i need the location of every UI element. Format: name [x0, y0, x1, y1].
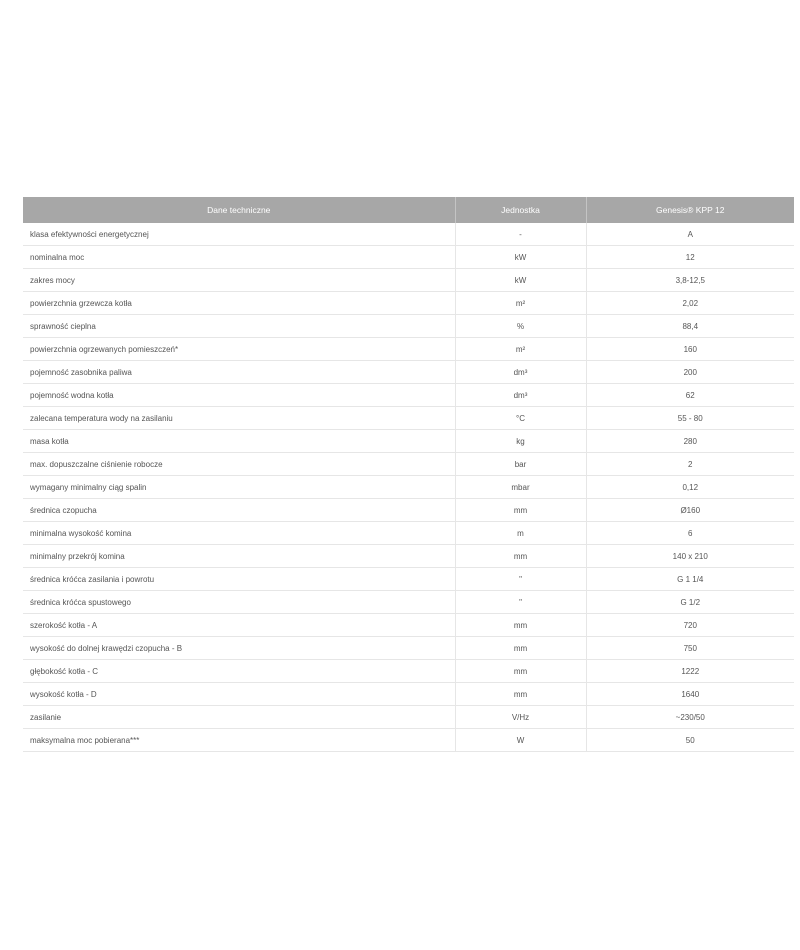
unit-cell: kW [455, 269, 586, 292]
value-cell: 140 x 210 [586, 545, 794, 568]
header-unit: Jednostka [455, 197, 586, 223]
parameter-cell: zakres mocy [23, 269, 455, 292]
table-row [23, 683, 794, 706]
parameter-cell: maksymalna moc pobierana*** [23, 729, 455, 752]
table-row [23, 660, 794, 683]
parameter-cell: wysokość kotła - D [23, 683, 455, 706]
unit-cell: dm³ [455, 361, 586, 384]
parameter-cell: szerokość kotła - A [23, 614, 455, 637]
parameter-cell: masa kotła [23, 430, 455, 453]
value-cell: 3,8-12,5 [586, 269, 794, 292]
table-row [23, 338, 794, 361]
unit-cell: kW [455, 246, 586, 269]
parameter-cell: średnica króćca zasilania i powrotu [23, 568, 455, 591]
table-row [23, 361, 794, 384]
unit-cell: " [455, 591, 586, 614]
value-cell: 55 - 80 [586, 407, 794, 430]
unit-cell: bar [455, 453, 586, 476]
value-cell: 280 [586, 430, 794, 453]
value-cell: G 1 1/4 [586, 568, 794, 591]
unit-cell: mm [455, 637, 586, 660]
value-cell: 750 [586, 637, 794, 660]
table-row [23, 453, 794, 476]
value-cell: 200 [586, 361, 794, 384]
table-row [23, 706, 794, 729]
parameter-cell: średnica czopucha [23, 499, 455, 522]
value-cell: 1640 [586, 683, 794, 706]
parameter-cell: pojemność zasobnika paliwa [23, 361, 455, 384]
parameter-cell: minimalny przekrój komina [23, 545, 455, 568]
unit-cell: mm [455, 499, 586, 522]
value-cell: 12 [586, 246, 794, 269]
value-cell: 50 [586, 729, 794, 752]
unit-cell: - [455, 223, 586, 246]
unit-cell: dm³ [455, 384, 586, 407]
value-cell: G 1/2 [586, 591, 794, 614]
table-row [23, 522, 794, 545]
header-technical-data: Dane techniczne [23, 197, 455, 223]
value-cell: 62 [586, 384, 794, 407]
table-row [23, 223, 794, 246]
value-cell: A [586, 223, 794, 246]
unit-cell: mbar [455, 476, 586, 499]
table-row [23, 476, 794, 499]
table-row [23, 292, 794, 315]
value-cell: 2,02 [586, 292, 794, 315]
table-header-row [23, 197, 794, 223]
table-row [23, 407, 794, 430]
parameter-cell: nominalna moc [23, 246, 455, 269]
value-cell: 720 [586, 614, 794, 637]
table-row [23, 729, 794, 752]
value-cell: 88,4 [586, 315, 794, 338]
unit-cell: V/Hz [455, 706, 586, 729]
parameter-cell: pojemność wodna kotła [23, 384, 455, 407]
table-row [23, 269, 794, 292]
unit-cell: °C [455, 407, 586, 430]
unit-cell: mm [455, 614, 586, 637]
value-cell: 2 [586, 453, 794, 476]
parameter-cell: max. dopuszczalne ciśnienie robocze [23, 453, 455, 476]
table-row [23, 591, 794, 614]
table-row [23, 499, 794, 522]
table-body [23, 223, 794, 752]
parameter-cell: wymagany minimalny ciąg spalin [23, 476, 455, 499]
parameter-cell: głębokość kotła - C [23, 660, 455, 683]
parameter-cell: klasa efektywności energetycznej [23, 223, 455, 246]
unit-cell: " [455, 568, 586, 591]
table-row [23, 246, 794, 269]
parameter-cell: zalecana temperatura wody na zasilaniu [23, 407, 455, 430]
value-cell: Ø160 [586, 499, 794, 522]
table-row [23, 384, 794, 407]
unit-cell: mm [455, 683, 586, 706]
unit-cell: kg [455, 430, 586, 453]
parameter-cell: powierzchnia grzewcza kotła [23, 292, 455, 315]
table-row [23, 568, 794, 591]
value-cell: ~230/50 [586, 706, 794, 729]
header-model: Genesis® KPP 12 [586, 197, 794, 223]
technical-data-table [23, 197, 794, 752]
table-row [23, 614, 794, 637]
unit-cell: % [455, 315, 586, 338]
value-cell: 0,12 [586, 476, 794, 499]
value-cell: 1222 [586, 660, 794, 683]
value-cell: 160 [586, 338, 794, 361]
unit-cell: m² [455, 292, 586, 315]
parameter-cell: powierzchnia ogrzewanych pomieszczeń* [23, 338, 455, 361]
value-cell: 6 [586, 522, 794, 545]
table-row [23, 315, 794, 338]
parameter-cell: minimalna wysokość komina [23, 522, 455, 545]
unit-cell: mm [455, 660, 586, 683]
table-row [23, 545, 794, 568]
parameter-cell: sprawność cieplna [23, 315, 455, 338]
unit-cell: mm [455, 545, 586, 568]
parameter-cell: zasilanie [23, 706, 455, 729]
table-row [23, 637, 794, 660]
parameter-cell: średnica króćca spustowego [23, 591, 455, 614]
parameter-cell: wysokość do dolnej krawędzi czopucha - B [23, 637, 455, 660]
unit-cell: m [455, 522, 586, 545]
unit-cell: m² [455, 338, 586, 361]
unit-cell: W [455, 729, 586, 752]
table-row [23, 430, 794, 453]
